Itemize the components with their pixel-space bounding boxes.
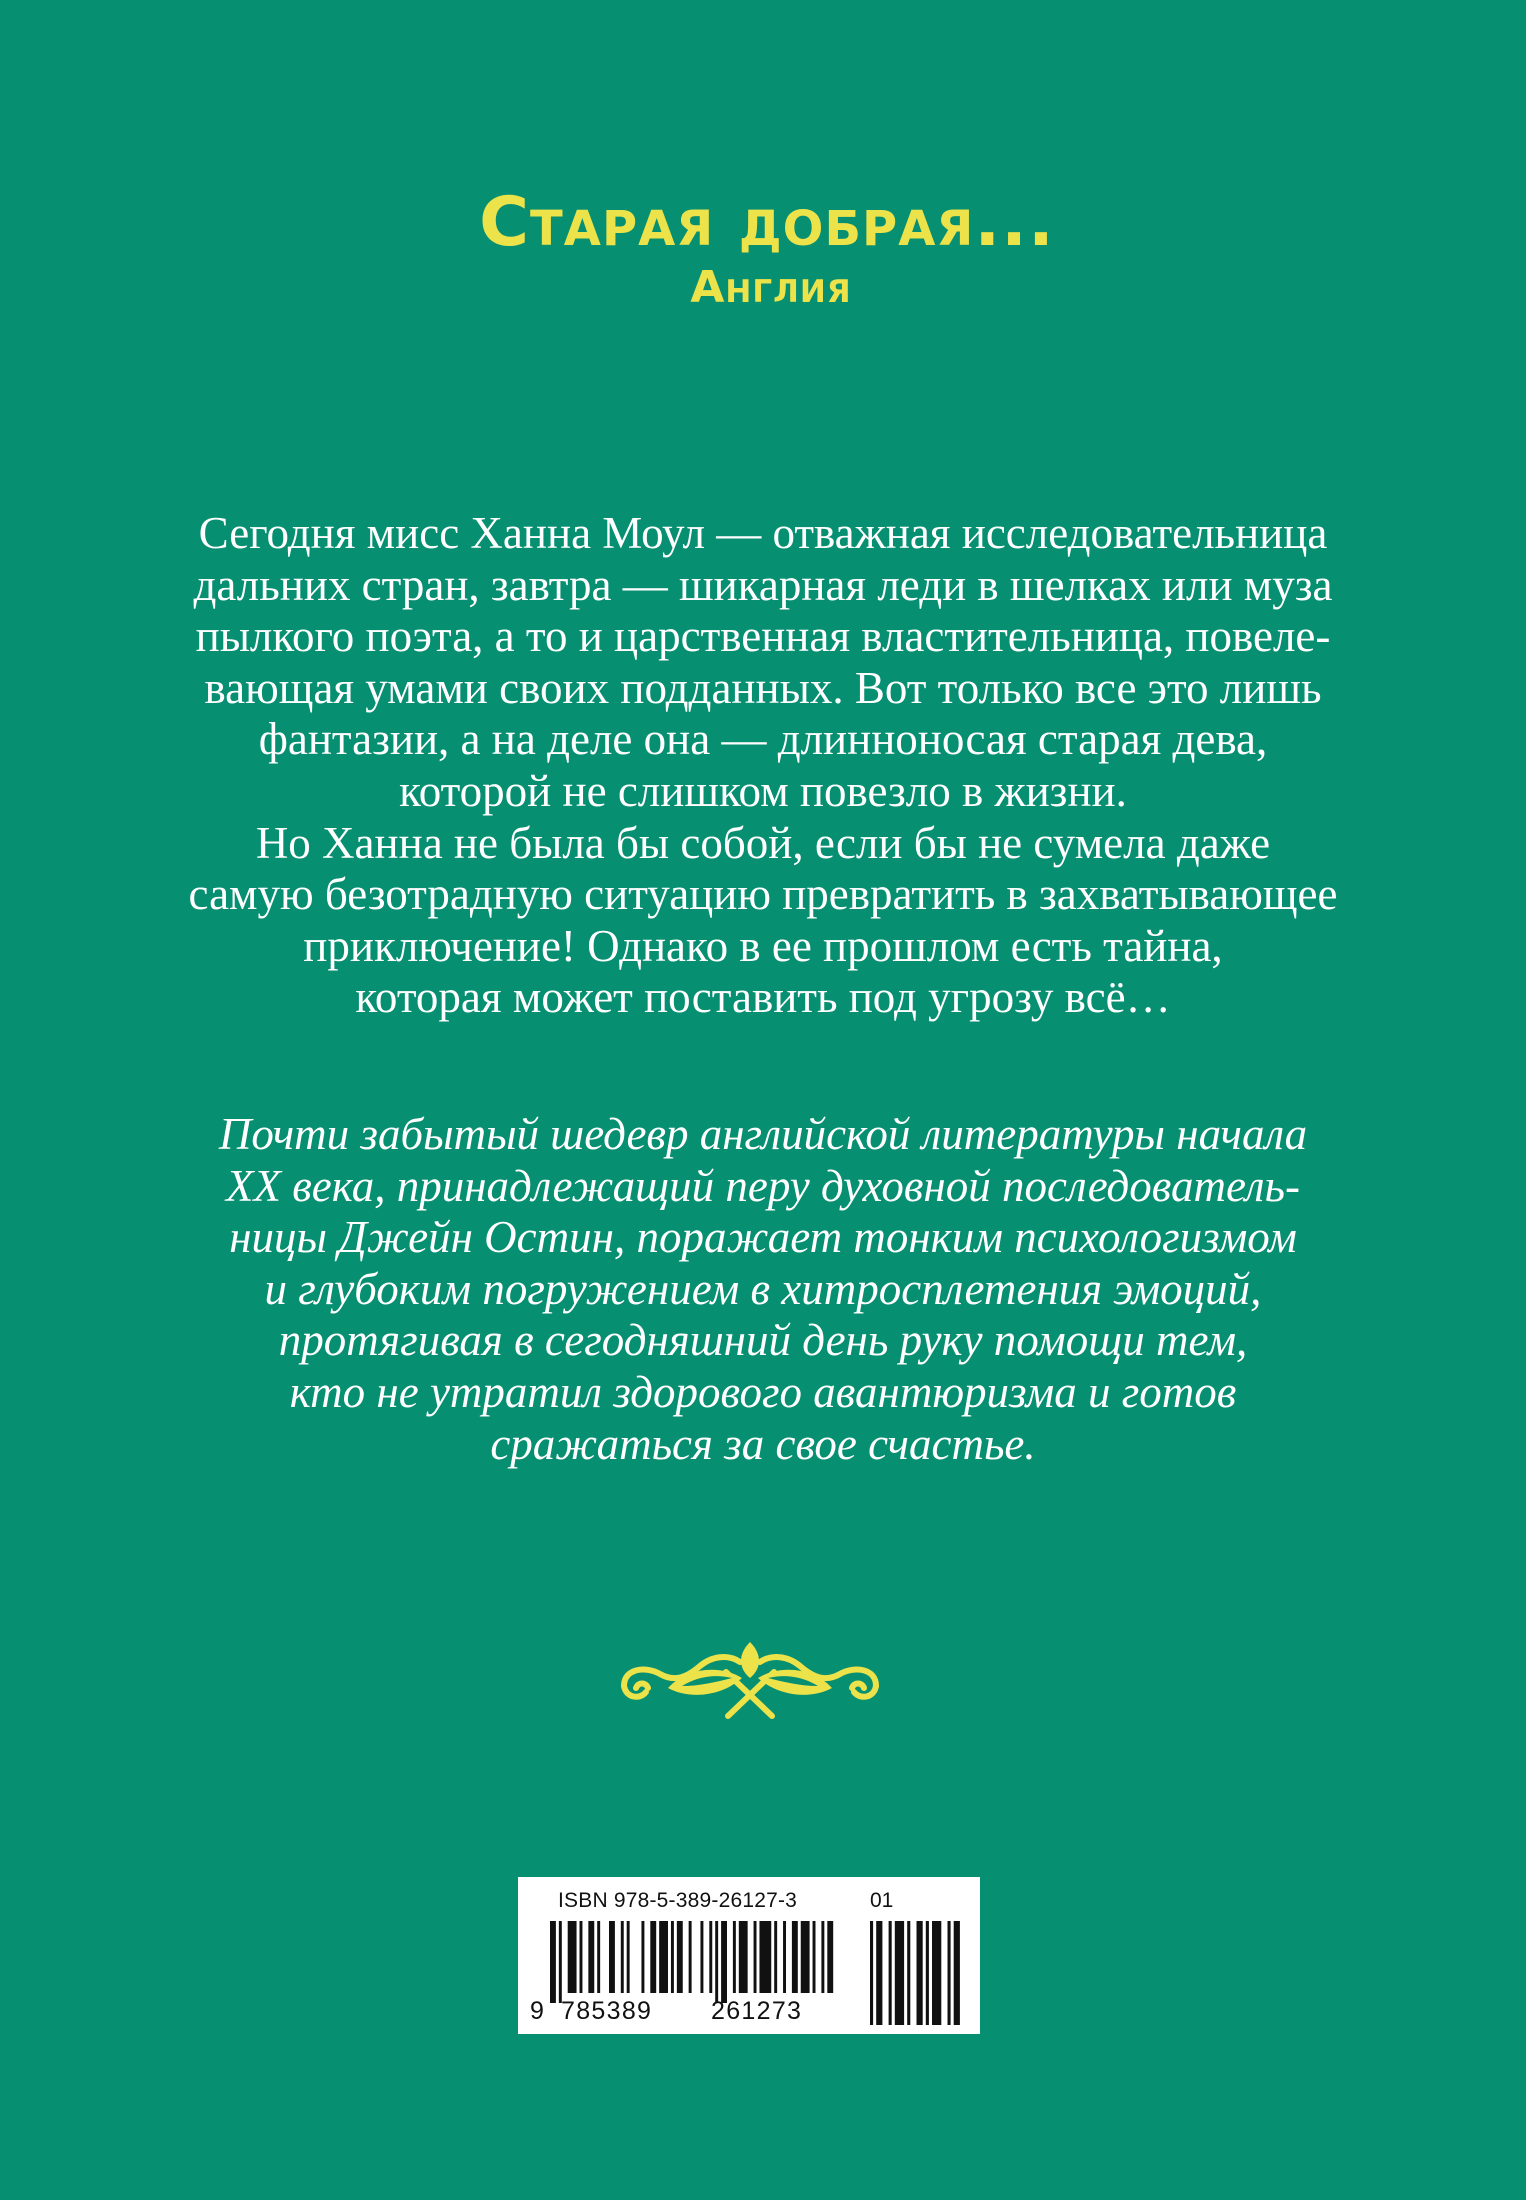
series-title: Старая добрая... <box>479 183 1055 262</box>
blurb-line: фантазии, а на деле она — длинноносая старая дева, <box>258 714 1268 765</box>
series-subtitle: Англия <box>690 262 852 313</box>
ean-left-digits: 785389 <box>561 1997 653 2025</box>
blurb-italic-line: сражаться за свое счастье. <box>490 1418 1036 1469</box>
blurb-line: которой не слишком повезло в жизни. <box>399 765 1127 816</box>
blurb-italic-paragraph <box>113 1109 1413 1470</box>
ean-right-digits: 261273 <box>711 1997 803 2025</box>
blurb-italic-line: ницы Джейн Остин, поражает тонким психологизмом <box>229 1212 1297 1263</box>
blurb-line: пылкого поэта, а то и царственная властительница, повеле- <box>195 611 1331 662</box>
blurb-line: приключение! Однако в ее прошлом есть тайна, <box>303 920 1223 971</box>
barcode-addon-number: 01 <box>870 1889 894 1912</box>
leaf-scroll-ornament-icon <box>616 1638 884 1720</box>
blurb-line: вающая умами своих подданных. Вот только все это лишь <box>204 662 1322 713</box>
isbn-barcode <box>518 1877 980 2034</box>
blurb-italic-line: кто не утратил здорового авантюризма и готов <box>289 1366 1237 1417</box>
blurb-italic-line: и глубоким погружением в хитросплетения эмоций, <box>264 1263 1262 1314</box>
ean-first-digit: 9 <box>530 1997 544 2025</box>
isbn-number: ISBN 978-5-389-26127-3 <box>558 1889 798 1912</box>
blurb-line: самую безотрадную ситуацию превратить в захватывающее <box>188 869 1338 920</box>
blurb-italic-line: протягивая в сегодняшний день руку помощи тем, <box>278 1315 1248 1366</box>
blurb-italic-line: Почти забытый шедевр английской литературы начала <box>218 1109 1308 1159</box>
blurb-line: Но Ханна не была бы собой, если бы не сумела даже <box>255 817 1271 868</box>
blurb-line: которая может поставить под угрозу всё… <box>355 972 1171 1023</box>
blurb-line: дальних стран, завтра — шикарная леди в шелках или муза <box>193 559 1333 610</box>
blurb-main-paragraph <box>113 508 1413 1024</box>
blurb-line: Сегодня мисс Ханна Моул — отважная исследовательница <box>198 508 1328 558</box>
blurb-italic-line: XX века, принадлежащий перу духовной последователь- <box>226 1160 1300 1211</box>
